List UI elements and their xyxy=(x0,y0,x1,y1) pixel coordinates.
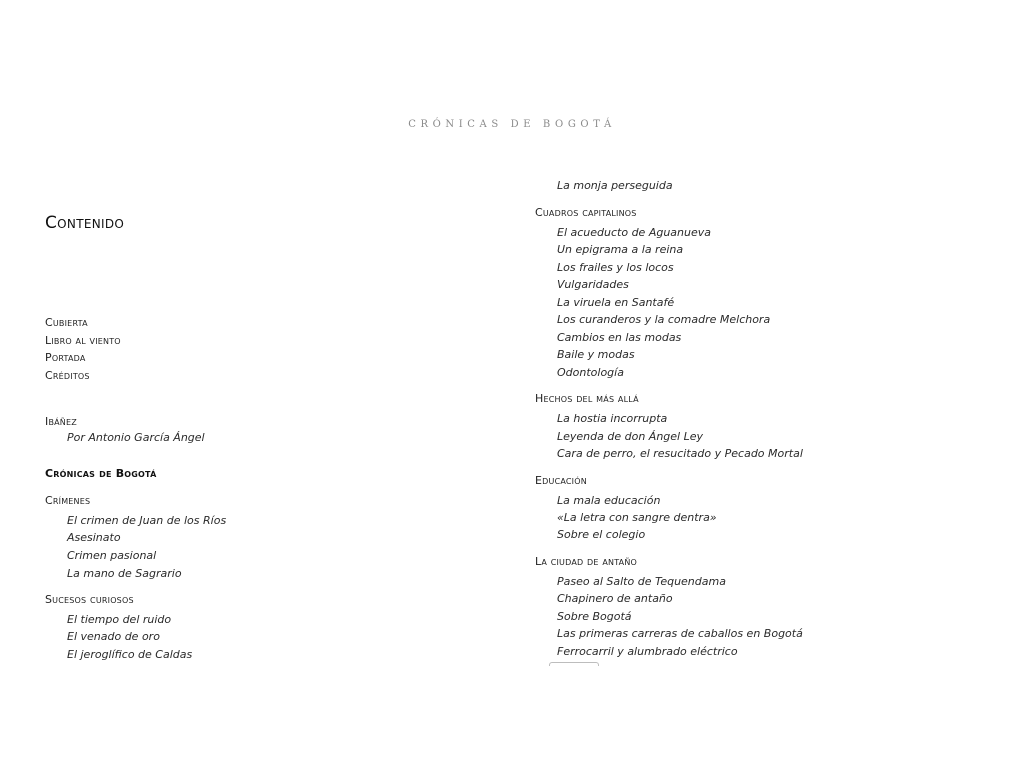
toc-item[interactable]: Asesinato xyxy=(67,531,121,544)
toc-link-creditos[interactable]: Créditos xyxy=(45,369,90,382)
toc-item[interactable]: La mala educación xyxy=(557,494,661,507)
toc-item[interactable]: Odontología xyxy=(557,366,624,379)
toc-item[interactable]: Paseo al Salto de Tequendama xyxy=(557,575,726,588)
toc-link-portada[interactable]: Portada xyxy=(45,351,86,364)
toc-item[interactable]: La viruela en Santafé xyxy=(557,296,675,309)
toc-section-hechos-del-mas-alla[interactable]: Hechos del más allá xyxy=(535,392,639,405)
toc-item[interactable]: La mano de Sagrario xyxy=(67,567,182,580)
toc-link-book-title[interactable]: Crónicas de Bogotá xyxy=(45,467,157,480)
toc-section-la-ciudad-de-antano[interactable]: La ciudad de antaño xyxy=(535,555,638,568)
toc-item[interactable]: El jeroglífico de Caldas xyxy=(67,648,193,661)
toc-item[interactable]: Ferrocarril y alumbrado eléctrico xyxy=(557,645,738,658)
toc-item[interactable]: Sobre Bogotá xyxy=(557,610,632,623)
toc-item[interactable]: Sobre el colegio xyxy=(557,528,646,541)
toc-item[interactable]: Cara de perro, el resucitado y Pecado Mortal xyxy=(557,447,803,460)
toc-section-crimenes[interactable]: Crímenes xyxy=(45,494,91,507)
toc-item[interactable]: Los curanderos y la comadre Melchora xyxy=(557,313,771,326)
toc-section-cuadros-capitalinos[interactable]: Cuadros capitalinos xyxy=(535,206,637,219)
toc-section-educacion[interactable]: Educación xyxy=(535,474,587,487)
toc-link-cubierta[interactable]: Cubierta xyxy=(45,316,88,329)
page-indicator xyxy=(549,662,599,666)
toc-link-ibanez[interactable]: Ibáñez xyxy=(45,415,77,428)
toc-item[interactable]: Vulgaridades xyxy=(557,278,629,291)
toc-item[interactable]: Chapinero de antaño xyxy=(557,592,673,605)
toc-item[interactable]: Leyenda de don Ángel Ley xyxy=(557,430,703,443)
running-head: CRÓNICAS DE BOGOTÁ xyxy=(408,119,616,130)
toc-link-ibanez-author[interactable]: Por Antonio García Ángel xyxy=(67,431,205,444)
toc-item[interactable]: La hostia incorrupta xyxy=(557,412,668,425)
toc-link-libro-al-viento[interactable]: Libro al viento xyxy=(45,334,121,347)
toc-item[interactable]: El venado de oro xyxy=(67,630,160,643)
toc-item[interactable]: Los frailes y los locos xyxy=(557,261,674,274)
toc-heading: Contenido xyxy=(45,213,125,233)
toc-item[interactable]: Un epigrama a la reina xyxy=(557,243,684,256)
toc-item[interactable]: El acueducto de Aguanueva xyxy=(557,226,711,239)
toc-item[interactable]: Cambios en las modas xyxy=(557,331,682,344)
toc-item[interactable]: El crimen de Juan de los Ríos xyxy=(67,514,227,527)
toc-item[interactable]: «La letra con sangre dentra» xyxy=(557,511,717,524)
toc-item[interactable]: El tiempo del ruido xyxy=(67,613,172,626)
toc-item[interactable]: Crimen pasional xyxy=(67,549,157,562)
toc-item[interactable]: Las primeras carreras de caballos en Bogotá xyxy=(557,627,803,640)
toc-item[interactable]: Baile y modas xyxy=(557,348,635,361)
toc-section-sucesos-curiosos[interactable]: Sucesos curiosos xyxy=(45,593,134,606)
toc-item[interactable]: La monja perseguida xyxy=(557,179,673,192)
